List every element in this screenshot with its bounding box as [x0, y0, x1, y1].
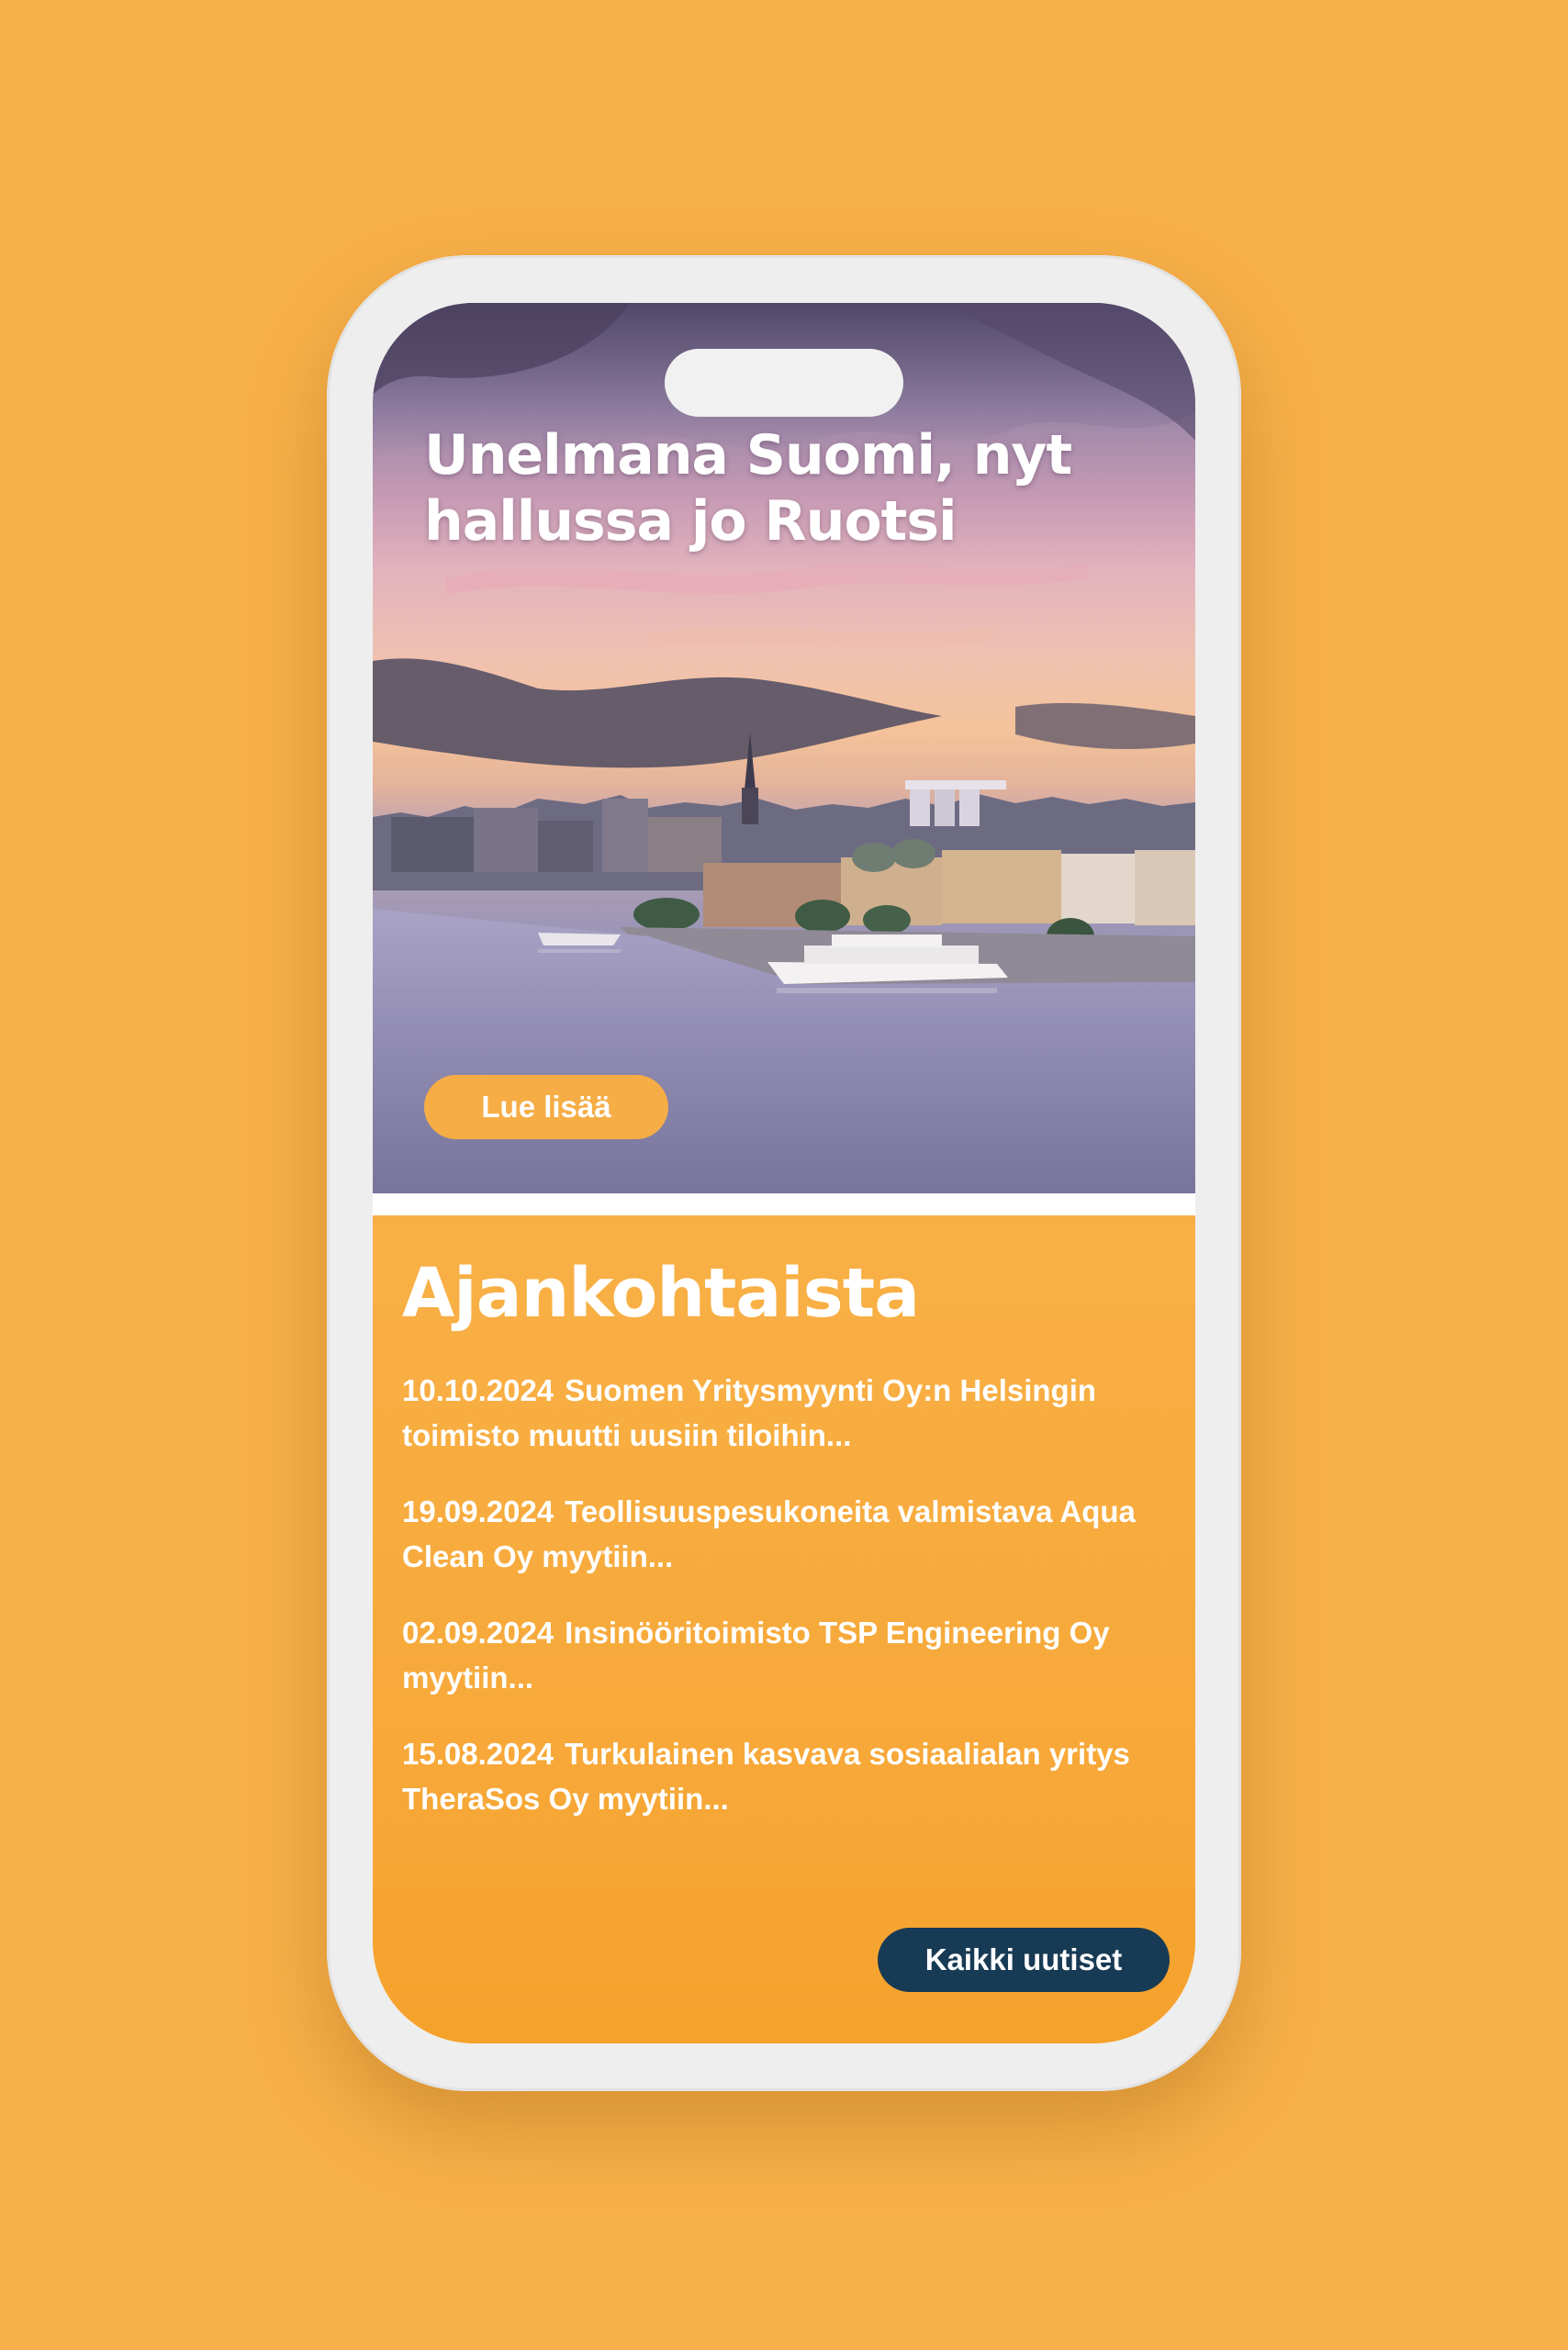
news-headline[interactable]: Turkulainen kasvava sosiaalialan yritys TheraSos Oy myytiin... [402, 1737, 1130, 1816]
read-more-button[interactable]: Lue lisää [424, 1075, 668, 1139]
news-date: 15.08.2024 [402, 1737, 554, 1771]
news-headline[interactable]: Suomen Yritysmyynti Oy:n Helsingin toimisto muutti uusiin tiloihin... [402, 1373, 1097, 1452]
news-date: 10.10.2024 [402, 1373, 554, 1407]
phone-mockup [327, 255, 1241, 2091]
news-date: 02.09.2024 [402, 1616, 554, 1650]
news-item[interactable] [402, 1489, 1173, 1579]
dynamic-island [665, 349, 903, 417]
phone-screen [373, 303, 1195, 2043]
news-item[interactable] [402, 1368, 1173, 1458]
news-list [402, 1368, 1173, 1852]
news-section [373, 1215, 1195, 2043]
news-heading: Ajankohtaista [402, 1254, 920, 1333]
news-headline[interactable]: Insinööritoimisto TSP Engineering Oy myytiin... [402, 1616, 1110, 1695]
all-news-button[interactable]: Kaikki uutiset [878, 1928, 1170, 1992]
news-item[interactable] [402, 1610, 1173, 1700]
news-headline[interactable]: Teollisuuspesukoneita valmistava Aqua Clean Oy myytiin... [402, 1494, 1136, 1573]
hero-banner [373, 303, 1195, 1193]
news-item[interactable] [402, 1731, 1173, 1821]
news-date: 19.09.2024 [402, 1494, 554, 1528]
hero-title: Unelmana Suomi, nyt hallussa jo Ruotsi [424, 423, 1072, 554]
